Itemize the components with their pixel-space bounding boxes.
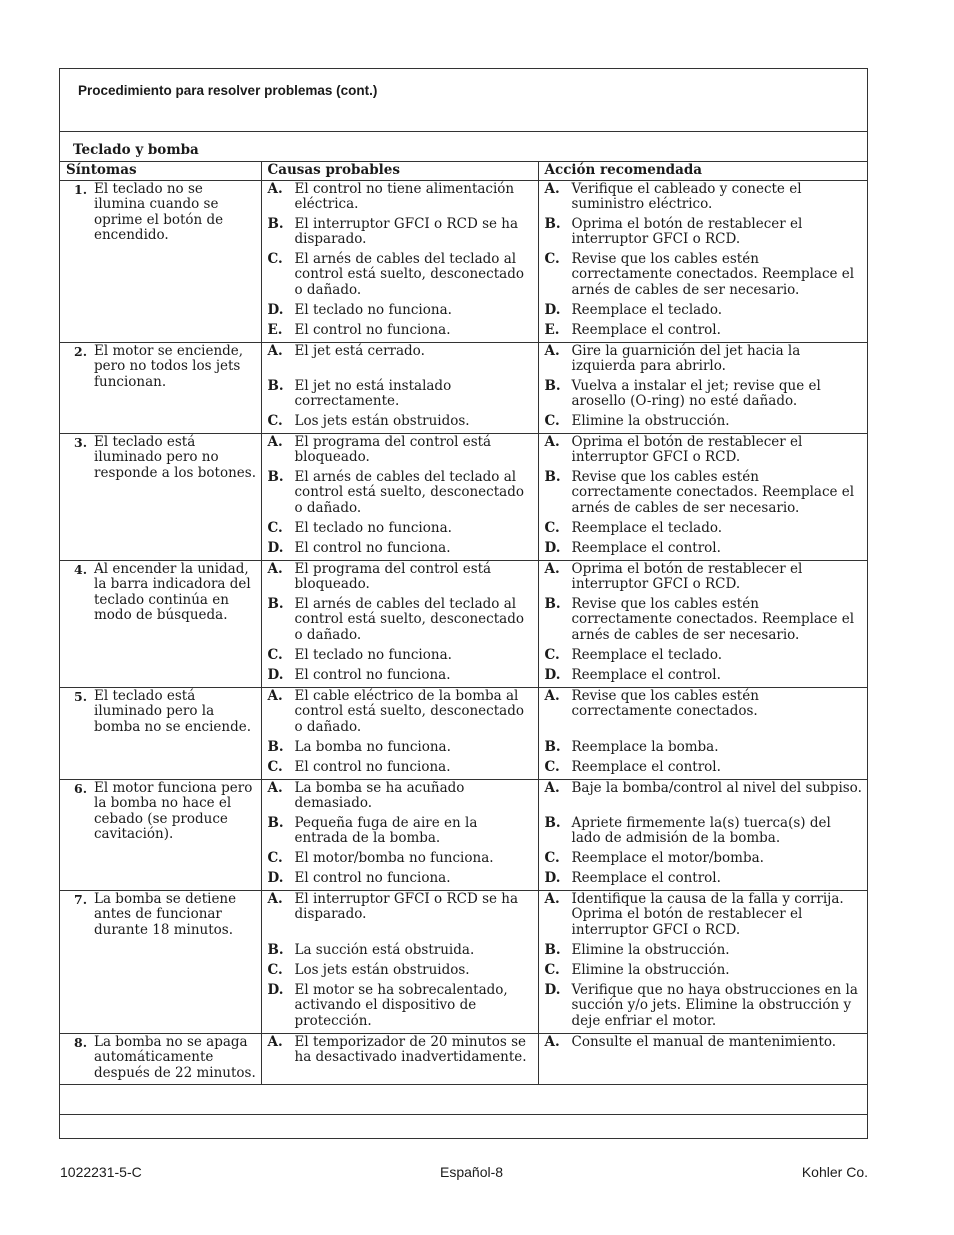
cause-letter: B.	[267, 738, 284, 755]
cause-text: El arnés de cables del teclado al control está suelto, desconectado o dañado.	[294, 595, 524, 643]
cause-text: El motor/bomba no funciona.	[294, 849, 494, 866]
action-text: Baje la bomba/control al nivel del subpiso.	[571, 779, 862, 796]
action-item	[545, 851, 864, 867]
column-header-causes: Causas probables	[261, 162, 538, 181]
causes-cell	[261, 890, 538, 1033]
causes-cell	[261, 560, 538, 687]
cause-item	[268, 562, 534, 593]
action-item	[545, 323, 864, 339]
cause-item	[268, 963, 534, 979]
cause-letter: B.	[267, 377, 284, 394]
symptom	[66, 562, 257, 624]
symptom	[66, 689, 257, 736]
cause-letter: A.	[267, 779, 283, 796]
cause-letter: E.	[267, 321, 283, 338]
cause-item	[268, 871, 534, 887]
actions-cell	[538, 342, 867, 433]
action-text: Elimine la obstrucción.	[571, 961, 730, 978]
cause-item	[268, 668, 534, 684]
action-letter: D.	[544, 981, 561, 998]
action-text: Vuelva a instalar el jet; revise que el arosello (O-ring) no esté dañado.	[571, 377, 821, 409]
action-text: Verifique el cableado y conecte el suministro eléctrico.	[571, 180, 802, 212]
action-letter: C.	[544, 849, 560, 866]
symptom	[66, 435, 257, 482]
action-text: Revise que los cables estén correctamente conectados. Reemplace el arnés de cables de ser necesario.	[571, 468, 855, 516]
cause-item	[268, 851, 534, 867]
action-item	[545, 689, 864, 736]
action-text: Identifique la causa de la falla y corrija. Oprima el botón de restablecer el interruptor GFCI o RCD.	[571, 890, 844, 938]
action-letter: D.	[544, 301, 561, 318]
cause-letter: C.	[267, 412, 283, 429]
cause-item	[268, 252, 534, 299]
symptom-number: 5.	[74, 688, 88, 704]
cause-text: El interruptor GFCI o RCD se ha disparado.	[294, 890, 519, 922]
cause-letter: A.	[267, 890, 283, 907]
action-item	[545, 344, 864, 375]
symptom-cell	[60, 560, 261, 687]
cause-text: Los jets están obstruidos.	[294, 961, 470, 978]
action-item	[545, 983, 864, 1030]
symptom-text: El teclado no se ilumina cuando se oprime el botón de encendido.	[94, 180, 224, 243]
action-letter: C.	[544, 646, 560, 663]
cause-item	[268, 1035, 534, 1066]
action-text: Oprima el botón de restablecer el interruptor GFCI o RCD.	[571, 215, 803, 247]
cause-text: El arnés de cables del teclado al control está suelto, desconectado o dañado.	[294, 468, 524, 516]
action-item	[545, 597, 864, 644]
table-row	[60, 779, 867, 890]
cause-letter: B.	[267, 941, 284, 958]
action-letter: D.	[544, 539, 561, 556]
action-item	[545, 1035, 864, 1066]
footer-page-label: Español-8	[440, 1164, 504, 1180]
action-text: Elimine la obstrucción.	[571, 412, 730, 429]
causes-cell	[261, 180, 538, 342]
title-divider	[60, 131, 867, 132]
action-letter: B.	[544, 215, 561, 232]
actions-cell	[538, 433, 867, 560]
cause-item	[268, 323, 534, 339]
footer-document-number: 1022231-5-C	[60, 1164, 142, 1180]
cause-item	[268, 414, 534, 430]
cause-letter: C.	[267, 758, 283, 775]
symptom	[66, 781, 257, 843]
action-item	[545, 541, 864, 557]
action-text: Reemplace el control.	[571, 758, 721, 775]
action-text: Revise que los cables estén correctamente conectados. Reemplace el arnés de cables de ser necesario.	[571, 595, 855, 643]
cause-letter: B.	[267, 814, 284, 831]
action-item	[545, 668, 864, 684]
symptom	[66, 344, 257, 391]
action-item	[545, 892, 864, 939]
cause-text: El control no funciona.	[294, 666, 451, 683]
cause-letter: B.	[267, 215, 284, 232]
cause-text: El teclado no funciona.	[294, 646, 452, 663]
action-item	[545, 943, 864, 959]
cause-item	[268, 470, 534, 517]
symptom-cell	[60, 687, 261, 779]
symptom-text: El teclado está iluminado pero no responde a los botones.	[94, 433, 256, 481]
cause-text: El programa del control está bloqueado.	[294, 433, 492, 465]
actions-cell	[538, 687, 867, 779]
footer-company: Kohler Co.	[801, 1164, 868, 1180]
symptom-number: 4.	[74, 561, 88, 577]
action-text: Reemplace el control.	[571, 869, 721, 886]
cause-item	[268, 816, 534, 847]
action-letter: B.	[544, 941, 561, 958]
symptom-cell	[60, 1033, 261, 1085]
cause-text: El jet no está instalado correctamente.	[294, 377, 452, 409]
causes-cell	[261, 687, 538, 779]
action-item	[545, 379, 864, 410]
cause-letter: D.	[267, 539, 284, 556]
action-letter: C.	[544, 758, 560, 775]
action-letter: C.	[544, 961, 560, 978]
action-item	[545, 963, 864, 979]
bottom-divider	[60, 1114, 867, 1115]
symptom-cell	[60, 779, 261, 890]
action-item	[545, 435, 864, 466]
cause-item	[268, 182, 534, 213]
cause-text: El cable eléctrico de la bomba al control está suelto, desconectado o dañado.	[294, 687, 524, 735]
action-text: Reemplace el control.	[571, 321, 721, 338]
action-letter: B.	[544, 377, 561, 394]
actions-cell	[538, 560, 867, 687]
column-header-symptoms: Síntomas	[60, 162, 261, 181]
action-text: Gire la guarnición del jet hacia la izquierda para abrirlo.	[571, 342, 801, 374]
action-letter: D.	[544, 666, 561, 683]
cause-text: La succión está obstruida.	[294, 941, 475, 958]
cause-letter: B.	[267, 468, 284, 485]
action-item	[545, 217, 864, 248]
action-text: Consulte el manual de mantenimiento.	[571, 1033, 837, 1050]
symptom	[66, 182, 257, 244]
cause-text: Pequeña fuga de aire en la entrada de la bomba.	[294, 814, 478, 846]
action-letter: B.	[544, 814, 561, 831]
action-item	[545, 470, 864, 517]
action-item	[545, 781, 864, 812]
symptom-number: 3.	[74, 434, 88, 450]
action-item	[545, 562, 864, 593]
action-item	[545, 816, 864, 847]
action-text: Reemplace el teclado.	[571, 519, 723, 536]
action-letter: B.	[544, 468, 561, 485]
cause-item	[268, 597, 534, 644]
action-text: Apriete firmemente la(s) tuerca(s) del lado de admisión de la bomba.	[571, 814, 831, 846]
cause-letter: C.	[267, 250, 283, 267]
action-item	[545, 740, 864, 756]
action-item	[545, 760, 864, 776]
action-item	[545, 303, 864, 319]
column-header-actions: Acción recomendada	[538, 162, 867, 181]
cause-letter: D.	[267, 869, 284, 886]
actions-cell	[538, 779, 867, 890]
cause-item	[268, 521, 534, 537]
cause-letter: C.	[267, 961, 283, 978]
troubleshooting-table	[60, 161, 867, 1085]
actions-cell	[538, 890, 867, 1033]
cause-text: El programa del control está bloqueado.	[294, 560, 492, 592]
cause-text: El teclado no funciona.	[294, 301, 452, 318]
section-title: Teclado y bomba	[73, 142, 199, 158]
cause-item	[268, 379, 534, 410]
cause-text: Los jets están obstruidos.	[294, 412, 470, 429]
cause-letter: C.	[267, 849, 283, 866]
cause-letter: A.	[267, 342, 283, 359]
cause-item	[268, 689, 534, 736]
action-item	[545, 414, 864, 430]
page-title: Procedimiento para resolver problemas (cont.)	[78, 83, 378, 98]
cause-text: El interruptor GFCI o RCD se ha disparado.	[294, 215, 519, 247]
cause-text: El jet está cerrado.	[294, 342, 425, 359]
cause-letter: B.	[267, 595, 284, 612]
table-row	[60, 890, 867, 1033]
table-header-row	[60, 162, 867, 181]
actions-cell	[538, 180, 867, 342]
cause-item	[268, 760, 534, 776]
symptom-cell	[60, 433, 261, 560]
cause-text: La bomba no funciona.	[294, 738, 451, 755]
symptom-number: 2.	[74, 343, 88, 359]
action-text: Elimine la obstrucción.	[571, 941, 730, 958]
action-text: Reemplace el teclado.	[571, 646, 723, 663]
cause-letter: D.	[267, 981, 284, 998]
action-letter: C.	[544, 519, 560, 536]
cause-item	[268, 781, 534, 812]
action-item	[545, 521, 864, 537]
troubleshooting-frame	[59, 68, 868, 1139]
action-text: Reemplace el control.	[571, 666, 721, 683]
cause-text: La bomba se ha acuñado demasiado.	[294, 779, 465, 811]
cause-item	[268, 892, 534, 939]
action-letter: A.	[544, 433, 560, 450]
table-row	[60, 342, 867, 433]
symptom-text: El motor se enciende, pero no todos los jets funcionan.	[94, 342, 244, 390]
symptom-number: 8.	[74, 1034, 88, 1050]
cause-item	[268, 541, 534, 557]
symptom-text: Al encender la unidad, la barra indicadora del teclado continúa en modo de búsqueda.	[94, 560, 251, 623]
cause-text: El control no tiene alimentación eléctrica.	[294, 180, 515, 212]
table-row	[60, 180, 867, 342]
cause-item	[268, 217, 534, 248]
symptom-cell	[60, 342, 261, 433]
causes-cell	[261, 342, 538, 433]
cause-text: El temporizador de 20 minutos se ha desactivado inadvertidamente.	[294, 1033, 527, 1065]
causes-cell	[261, 1033, 538, 1085]
cause-letter: A.	[267, 687, 283, 704]
cause-item	[268, 740, 534, 756]
action-item	[545, 252, 864, 299]
cause-letter: C.	[267, 519, 283, 536]
cause-text: El control no funciona.	[294, 758, 451, 775]
action-item	[545, 648, 864, 664]
cause-letter: A.	[267, 560, 283, 577]
symptom-text: El teclado está iluminado pero la bomba no se enciende.	[94, 687, 252, 735]
cause-text: El control no funciona.	[294, 539, 451, 556]
action-letter: E.	[544, 321, 560, 338]
table-row	[60, 560, 867, 687]
action-letter: A.	[544, 779, 560, 796]
cause-letter: D.	[267, 301, 284, 318]
table-row	[60, 1033, 867, 1085]
action-letter: A.	[544, 342, 560, 359]
action-letter: B.	[544, 595, 561, 612]
symptom-cell	[60, 890, 261, 1033]
cause-letter: D.	[267, 666, 284, 683]
action-letter: B.	[544, 738, 561, 755]
symptom-text: La bomba se detiene antes de funcionar durante 18 minutos.	[94, 890, 237, 938]
causes-cell	[261, 433, 538, 560]
cause-text: El control no funciona.	[294, 869, 451, 886]
table-row	[60, 433, 867, 560]
action-letter: A.	[544, 560, 560, 577]
action-text: Oprima el botón de restablecer el interruptor GFCI o RCD.	[571, 433, 803, 465]
cause-item	[268, 344, 534, 375]
cause-letter: A.	[267, 433, 283, 450]
action-letter: D.	[544, 869, 561, 886]
causes-cell	[261, 779, 538, 890]
symptom-text: El motor funciona pero la bomba no hace el cebado (se produce cavitación).	[94, 779, 253, 842]
symptom-number: 6.	[74, 780, 88, 796]
cause-item	[268, 303, 534, 319]
cause-item	[268, 435, 534, 466]
action-text: Oprima el botón de restablecer el interruptor GFCI o RCD.	[571, 560, 803, 592]
table-row	[60, 687, 867, 779]
action-text: Revise que los cables estén correctamente conectados.	[571, 687, 759, 719]
cause-item	[268, 943, 534, 959]
action-letter: A.	[544, 180, 560, 197]
cause-text: El teclado no funciona.	[294, 519, 452, 536]
symptom-cell	[60, 180, 261, 342]
action-text: Verifique que no haya obstrucciones en la succión y/o jets. Elimine la obstrucción y deje enfriar el motor.	[571, 981, 858, 1029]
action-letter: A.	[544, 687, 560, 704]
cause-text: El control no funciona.	[294, 321, 451, 338]
action-letter: C.	[544, 250, 560, 267]
action-letter: A.	[544, 890, 560, 907]
action-text: Reemplace la bomba.	[571, 738, 719, 755]
symptom-text: La bomba no se apaga automáticamente después de 22 minutos.	[94, 1033, 256, 1081]
action-text: Reemplace el teclado.	[571, 301, 723, 318]
action-item	[545, 871, 864, 887]
symptom	[66, 892, 257, 939]
actions-cell	[538, 1033, 867, 1085]
cause-letter: C.	[267, 646, 283, 663]
action-text: Revise que los cables estén correctamente conectados. Reemplace el arnés de cables de ser necesario.	[571, 250, 855, 298]
cause-text: El arnés de cables del teclado al control está suelto, desconectado o dañado.	[294, 250, 524, 298]
symptom	[66, 1035, 257, 1082]
table-body	[60, 180, 867, 1085]
cause-letter: A.	[267, 180, 283, 197]
action-letter: C.	[544, 412, 560, 429]
action-item	[545, 182, 864, 213]
cause-letter: A.	[267, 1033, 283, 1050]
symptom-number: 7.	[74, 891, 88, 907]
cause-item	[268, 983, 534, 1030]
cause-text: El motor se ha sobrecalentado, activando el dispositivo de protección.	[294, 981, 508, 1029]
action-letter: A.	[544, 1033, 560, 1050]
action-text: Reemplace el motor/bomba.	[571, 849, 764, 866]
symptom-number: 1.	[74, 181, 88, 197]
action-text: Reemplace el control.	[571, 539, 721, 556]
cause-item	[268, 648, 534, 664]
